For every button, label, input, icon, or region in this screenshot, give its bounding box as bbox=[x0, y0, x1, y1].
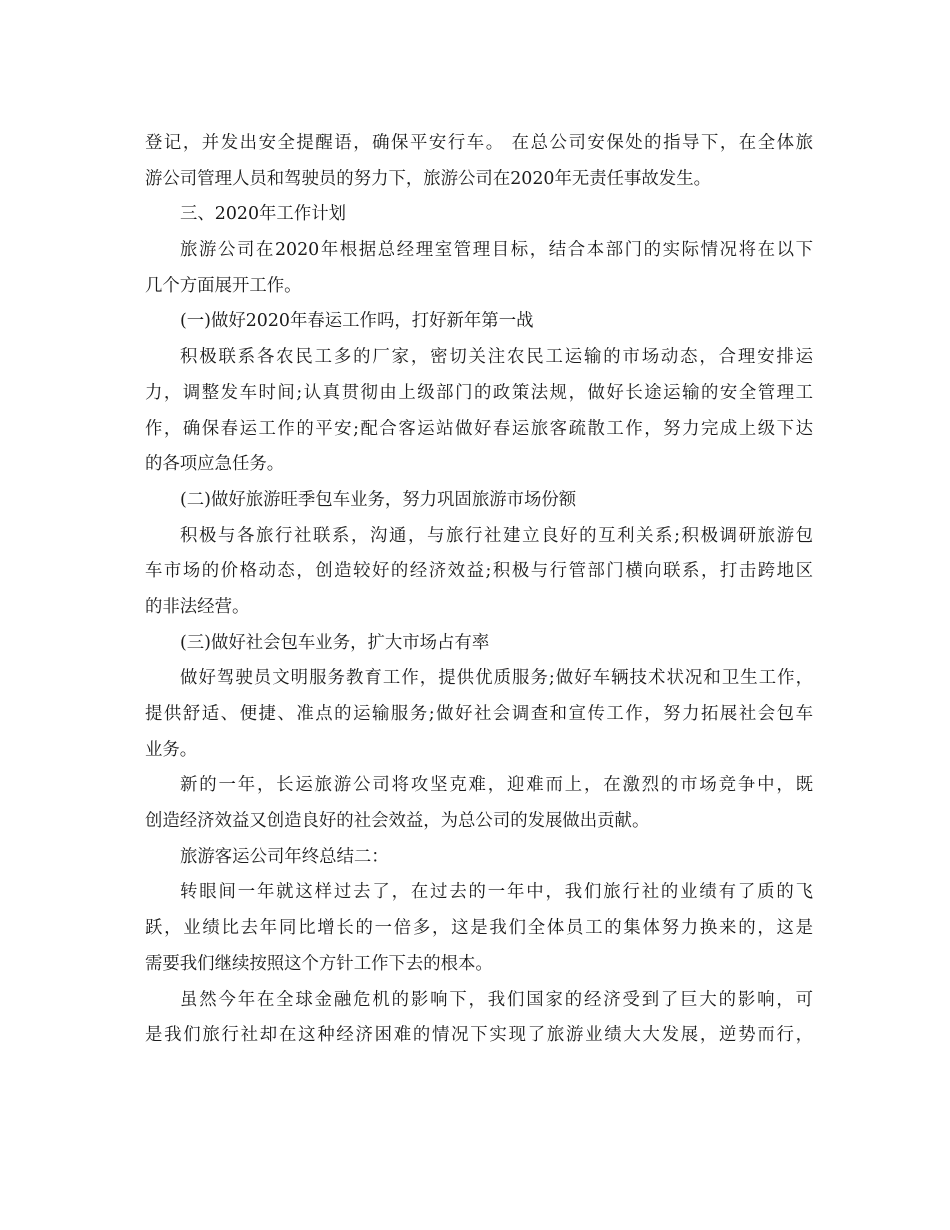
text-line: 是我们旅行社却在这种经济困难的情况下实现了旅游业绩大大发展，逆势而行， bbox=[145, 1025, 813, 1046]
subsection-heading: (三)做好社会包车业务，扩大市场占有率 bbox=[180, 632, 490, 653]
text-line: 积极联系各农民工多的厂家，密切关注农民工运输的市场动态，合理安排运 bbox=[180, 347, 813, 368]
text-line: 积极与各旅行社联系，沟通，与旅行社建立良好的互利关系;积极调研旅游包 bbox=[180, 525, 813, 546]
text-line: 业务。 bbox=[145, 739, 198, 760]
text-line: 转眼间一年就这样过去了，在过去的一年中，我们旅行社的业绩有了质的飞 bbox=[180, 882, 813, 903]
text-line: 登记，并发出安全提醒语，确保平安行车。 在总公司安保处的指导下，在全体旅 bbox=[145, 133, 813, 153]
text-line: 虽然今年在全球金融危机的影响下，我们国家的经济受到了巨大的影响，可 bbox=[180, 989, 813, 1010]
text-line: 几个方面展开工作。 bbox=[145, 275, 302, 296]
text-line: 游公司管理人员和驾驶员的努力下，旅游公司在2020年无责任事故发生。 bbox=[145, 168, 711, 189]
section-heading: 三、2020年工作计划 bbox=[180, 204, 346, 225]
text-line: 跃，业绩比去年同比增长的一倍多，这是我们全体员工的集体努力换来的，这是 bbox=[145, 918, 813, 939]
text-line: 新的一年，长运旅游公司将攻坚克难，迎难而上，在激烈的市场竞争中，既 bbox=[180, 775, 813, 796]
section-heading: 旅游客运公司年终总结二： bbox=[180, 846, 389, 867]
text-line: 作，确保春运工作的平安;配合客运站做好春运旅客疏散工作，努力完成上级下达 bbox=[145, 418, 813, 439]
text-line: 力，调整发车时间;认真贯彻由上级部门的政策法规，做好长途运输的安全管理工 bbox=[145, 382, 813, 403]
text-line: 创造经济效益又创造良好的社会效益，为总公司的发展做出贡献。 bbox=[145, 811, 650, 832]
text-line: 旅游公司在2020年根据总经理室管理目标，结合本部门的实际情况将在以下 bbox=[180, 240, 813, 261]
text-line: 需要我们继续按照这个方针工作下去的根本。 bbox=[145, 953, 493, 974]
document-body bbox=[145, 126, 813, 1054]
text-line: 的各项应急任务。 bbox=[145, 454, 285, 475]
text-line: 做好驾驶员文明服务教育工作，提供优质服务;做好车辆技术状况和卫生工作， bbox=[180, 668, 813, 689]
text-line: 提供舒适、便捷、准点的运输服务;做好社会调查和宣传工作，努力拓展社会包车 bbox=[145, 704, 813, 724]
subsection-heading: (二)做好旅游旺季包车业务，努力巩固旅游市场份额 bbox=[180, 489, 577, 510]
subsection-heading: (一)做好2020年春运工作吗，打好新年第一战 bbox=[180, 311, 534, 332]
text-line: 的非法经营。 bbox=[145, 596, 250, 617]
text-line: 车市场的价格动态，创造较好的经济效益;积极与行管部门横向联系，打击跨地区 bbox=[145, 561, 813, 582]
